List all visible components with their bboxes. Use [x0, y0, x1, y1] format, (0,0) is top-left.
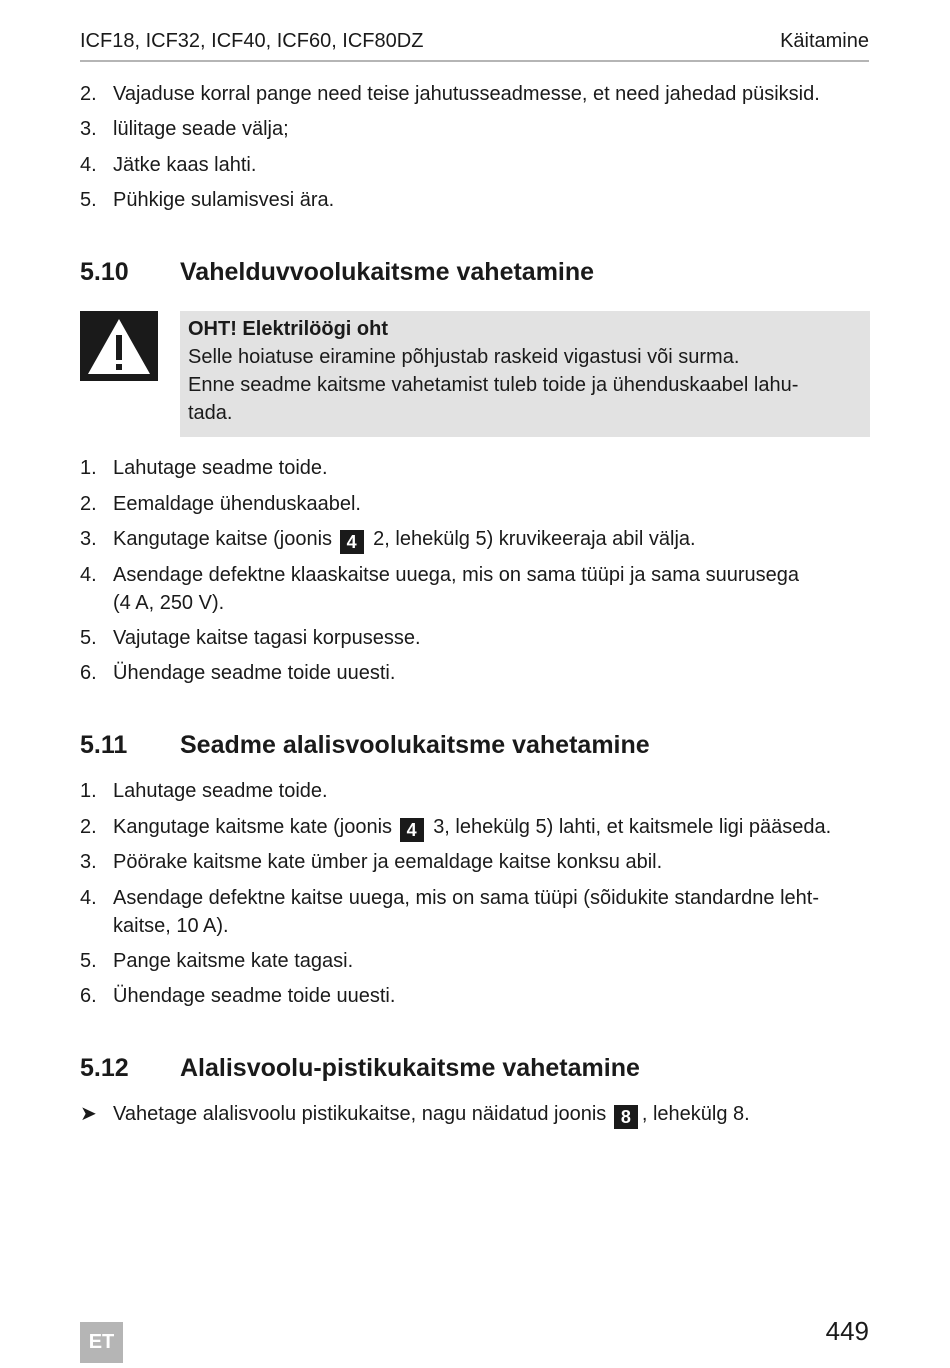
- figure-reference-badge: 8: [614, 1105, 638, 1129]
- list-text-post: 3, lehekülg 5) lahti, et kaitsmele ligi pääseda.: [433, 816, 832, 838]
- list-text: Pöörake kaitsme kate ümber ja eemaldage kaitse konksu abil.: [113, 851, 663, 873]
- list-text: Ühendage seadme toide uuesti.: [113, 662, 396, 684]
- warning-text: Enne seadme kaitsme vahetamist tuleb toide ja ühenduskaabel lahu-: [188, 374, 799, 396]
- header-chapter: Käitamine: [780, 30, 869, 52]
- list-text-line: Asendage defektne kaitse uuega, mis on sama tüüpi (sõidukite standardne leht-: [113, 887, 819, 909]
- list-number: 1.: [80, 780, 97, 802]
- list-number: 3.: [80, 118, 97, 140]
- list-text: Vajutage kaitse tagasi korpusesse.: [113, 627, 421, 649]
- list-number: 5.: [80, 627, 97, 649]
- instruction-text: [113, 1100, 750, 1129]
- section-number: 5.10: [80, 258, 129, 286]
- list-text: Lahutage seadme toide.: [113, 457, 328, 479]
- list-text: [113, 813, 870, 842]
- list-text: Jätke kaas lahti.: [113, 154, 257, 176]
- list-text: [113, 884, 870, 940]
- list-text: Vajaduse korral pange need teise jahutusseadmesse, et need jahedad püsiksid.: [113, 83, 820, 105]
- language-badge: ET: [80, 1322, 123, 1363]
- arrow-bullet-icon: ➤: [80, 1103, 97, 1125]
- instruction-text-pre: Vahetage alalisvoolu pistikukaitse, nagu näidatud joonis: [113, 1103, 607, 1125]
- list-number: 5.: [80, 950, 97, 972]
- list-text: lülitage seade välja;: [113, 118, 289, 140]
- list-number: 4.: [80, 154, 97, 176]
- list-number: 3.: [80, 851, 97, 873]
- warning-box: [180, 311, 870, 437]
- list-number: 4.: [80, 887, 97, 909]
- instruction-text-post: , lehekülg 8.: [641, 1103, 750, 1125]
- list-text: Pange kaitsme kate tagasi.: [113, 950, 354, 972]
- list-number: 1.: [80, 457, 97, 479]
- list-text: [113, 561, 870, 617]
- list-text-post: 2, lehekülg 5) kruvikeeraja abil välja.: [373, 528, 696, 550]
- section-title: Alalisvoolu-pistikukaitsme vahetamine: [180, 1054, 640, 1082]
- list-number: 2.: [80, 816, 97, 838]
- warning-title: OHT! Elektrilöögi oht: [188, 318, 388, 340]
- page-number: 449: [825, 1316, 869, 1346]
- list-number: 5.: [80, 189, 97, 211]
- figure-reference-badge: 4: [400, 818, 424, 842]
- figure-reference-badge: 4: [340, 530, 364, 554]
- list-number: 4.: [80, 564, 97, 586]
- list-number: 6.: [80, 985, 97, 1007]
- list-text-line: Asendage defektne klaaskaitse uuega, mis on sama tüüpi ja sama suurusega: [113, 564, 799, 586]
- list-text: Pühkige sulamisvesi ära.: [113, 189, 335, 211]
- list-text: [113, 525, 870, 554]
- list-number: 2.: [80, 493, 97, 515]
- section-number: 5.11: [80, 731, 128, 759]
- header-models: ICF18, ICF32, ICF40, ICF60, ICF80DZ: [80, 30, 424, 52]
- section-title: Seadme alalisvoolukaitsme vahetamine: [180, 731, 650, 759]
- warning-triangle-icon: [80, 311, 158, 381]
- list-text: Eemaldage ühenduskaabel.: [113, 493, 361, 515]
- list-number: 6.: [80, 662, 97, 684]
- section-number: 5.12: [80, 1054, 129, 1082]
- list-text-line: (4 A, 250 V).: [113, 592, 225, 614]
- list-text-line: kaitse, 10 A).: [113, 915, 229, 937]
- page-header: [80, 30, 869, 62]
- warning-text: Selle hoiatuse eiramine põhjustab raskeid vigastusi või surma.: [188, 346, 740, 368]
- list-number: 3.: [80, 528, 97, 550]
- section-title: Vahelduvvoolukaitsme vahetamine: [180, 258, 595, 286]
- list-number: 2.: [80, 83, 97, 105]
- warning-text: tada.: [188, 402, 233, 424]
- list-text-pre: Kangutage kaitse (joonis: [113, 528, 333, 550]
- list-text: Lahutage seadme toide.: [113, 780, 328, 802]
- list-text: Ühendage seadme toide uuesti.: [113, 985, 396, 1007]
- list-text-pre: Kangutage kaitsme kate (joonis: [113, 816, 393, 838]
